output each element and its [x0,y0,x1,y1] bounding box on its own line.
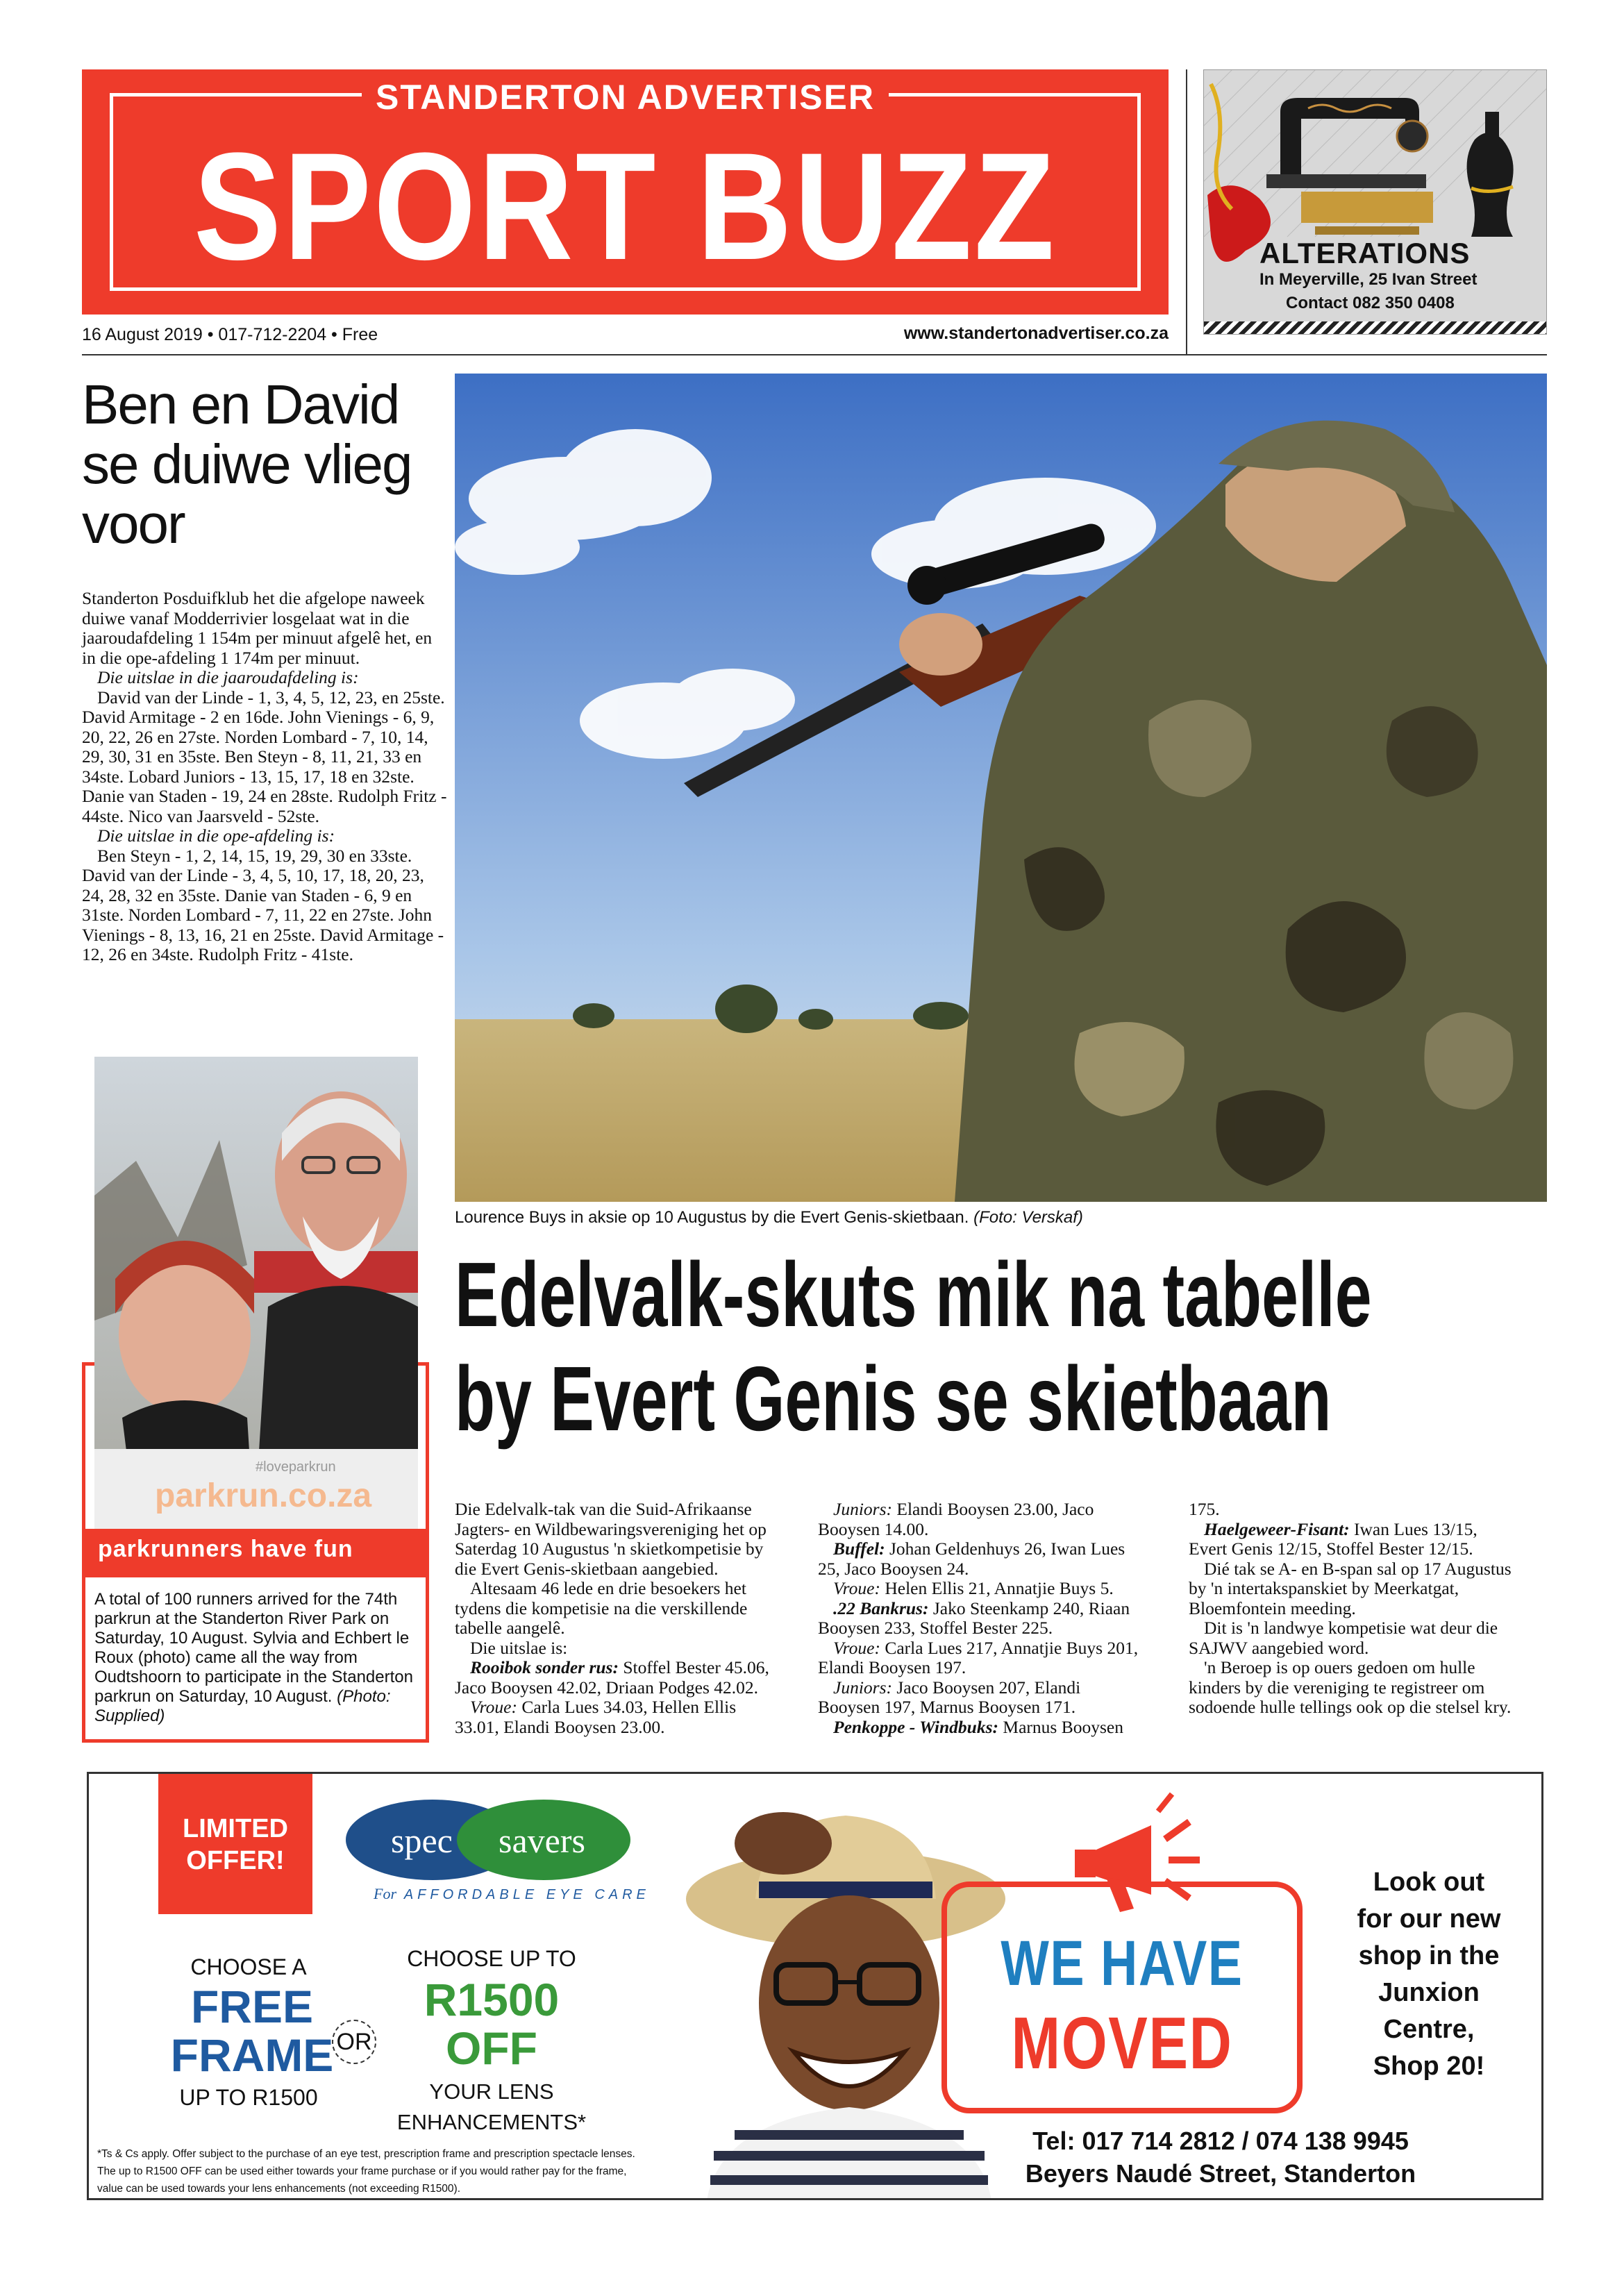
specsavers-logo [342,1798,634,1882]
header-rule [82,354,1547,355]
street-address: Beyers Naudé Street, Standerton [1025,2159,1416,2188]
logo-text-right: savers [499,1821,585,1860]
parkrun-caption: A total of 100 runners arrived for the 74th parkrun at the Standerton River Park on Saturday, 10 August. Sylvia and Echbert le Roux (photo) came all the way from Oudtshoorn to participate in the Standerton parkrun on Saturday, 10 August. (Photo: Supplied) [94,1590,413,1725]
up-to-text: UP TO R1500 [179,2085,318,2110]
parkrun-hashtag: #loveparkrun [256,1459,336,1475]
or-divider: OR [332,2020,376,2064]
alterations-title: ALTERATIONS [1259,237,1471,269]
shooting-article-column-1: Die Edelvalk-tak van die Suid-Afrikaanse Jagters- en Wildbewaringsvereniging het op Saterdag 10 Augustus 'n skietkompetisie by die Evert Genis-skietbaan aangebied. Altesaam 46 lede en drie besoekers het tydens die kompetisie na die verskillende tabelle aangelê. Die uitslae is: Rooibok sonder rus: Stoffel Bester 45.06, Jaco Booysen 42.02, Driaan Podges 42.02. Vroue: Carla Lues 34.03, Hellen Ellis 33.01, Elandi Booysen 23.00. [455,1499,769,1737]
publication-name: STANDERTON ADVERTISER [113,102,1137,142]
we-have-moved-box [941,1882,1303,2113]
parkrun-logo: parkrun.co.za [155,1477,372,1514]
header-divider [1186,69,1187,354]
pigeon-results-open: Ben Steyn - 1, 2, 14, 15, 19, 29, 30 en 33ste. David van der Linde - 3, 4, 5, 10, 17, 18, 20, 23, 24, 28, 32 en 35ste. Danie van Staden - 6, 9 en 31ste. Norden Lombard - 7, 11, 22 en 27ste. John Vienings - 8, 13, 16, 21 en 25ste. David Armitage - 12, 26 en 34ste. Rudolph Fritz - 41ste. [82,845,444,964]
specsavers-ad[interactable] [87,1772,1543,2200]
main-photo-caption: Lourence Buys in aksie op 10 Augustus by die Evert Genis-skietbaan. (Foto: Verskaf) [455,1208,1083,1227]
parkrun-photo-credit: (Photo: Supplied) [94,1687,391,1725]
terms-and-conditions: *Ts & Cs apply. Offer subject to the purchase of an eye test, prescription frame and prescription spectacle lenses. The up to R1500 OFF can be used either towards your frame purchase or if you would rather pay for the frame, value can be used towards your lens enhancements (not exceeding R1500). [97,2148,635,2195]
pigeon-article-headline: Ben en David se duiwe vlieg voor [82,374,412,555]
shooting-article-headline: Edelvalk-skuts mik na tabelle by Evert Genis se skietbaan [455,1243,1372,1450]
shooting-article-column-2: Juniors: Elandi Booysen 23.00, Jaco Booysen 14.00. Buffel: Johan Geldenhuys 26, Iwan Lues 25, Jaco Booysen 24. Vroue: Helen Ellis 21, Annatjie Buys 5. .22 Bankrus: Jako Steenkamp 240, Riaan Booysen 233, Stoffel Bester 225. Vroue: Carla Lues 217, Annatjie Buys 201, Elandi Booysen 197. Juniors: Jaco Booysen 207, Elandi Booysen 197, Marnus Booysen 171. Penkoppe - Windbuks: Marnus Booysen [818,1499,1139,1737]
logo-text-left: spec [391,1821,453,1860]
website-link[interactable]: www.standertonadvertiser.co.za [903,324,1169,343]
pigeon-subhead-yearling: Die uitslae in die jaaroudafdeling is: [97,667,359,687]
choose-up-to-text: CHOOSE UP TO [407,1946,576,1971]
shooting-article-column-3: 175. Haelgeweer-Fisant: Iwan Lues 13/15, Evert Genis 12/15, Stoffel Bester 12/15. Dié tak se A- en B-span sal op 17 Augustus by 'n intertakspanskiet by Meerkatgat, Bloemfontein meeding. Dit is 'n landwye kompetisie wat deur die SAJWV aangebied word. 'n Beroep is op ouers gedoen om hulle kinders by die vereniging te registreer om sodoende hulle tellings ook op die stelsel kry. [1189,1499,1512,1717]
choose-a-text: CHOOSE A [190,1954,307,1979]
alterations-contact: Contact 082 350 0408 [1286,294,1455,312]
pigeon-intro: Standerton Posduifklub het die afgelope naweek duiwe vanaf Modderrivier losgelaat wat in die jaaroudafdeling 1 154m per minuut afgelê het, en in die ope-afdeling 1 174m per minuut. [82,588,433,668]
main-photo [455,374,1547,1202]
masthead-title: SPORT BUZZ [193,121,1057,292]
alterations-ad[interactable] [1203,69,1547,335]
pigeon-results-yearling: David van der Linde - 1, 3, 4, 5, 12, 23, en 25ste. David Armitage - 2 en 16de. John Vienings - 6, 9, 20, 22, 26 en 27ste. Norden Lombard - 7, 10, 14, 29, 30, 31 en 35ste. Ben Steyn - 8, 11, 21, 33 en 34ste. Lobard Juniors - 13, 15, 17, 18 en 32ste. Danie van Staden - 19, 24 en 28ste. Rudolph Fritz - 44ste. Nico van Jaarsveld - 52ste. [82,687,447,826]
free-frame-offer: FREE FRAME [170,1981,334,2081]
telephone-numbers: Tel: 017 714 2812 / 074 138 9945 [1032,2127,1409,2155]
specsavers-tagline: For AFFORDABLE EYE CARE [374,1885,650,1902]
new-shop-notice: Look out for our new shop in the Junxion Centre, Shop 20! [1357,1868,1501,2081]
issue-line: 16 August 2019 • 017-712-2204 • Free [82,325,378,344]
limited-offer-badge: LIMITED OFFER! [158,1774,312,1914]
zigzag-border [1204,321,1546,334]
masthead [82,69,1169,315]
r1500-off-offer: R1500 OFF [424,1974,560,2074]
pigeon-article-body [82,589,450,965]
parkrun-label: parkrunners have fun [98,1536,353,1562]
main-photo-credit: (Foto: Verskaf) [973,1208,1083,1227]
parkrun-label-bar [85,1529,426,1577]
moved-text: MOVED [1011,2002,1233,2084]
alterations-address: In Meyerville, 25 Ivan Street [1259,270,1477,289]
pigeon-subhead-open: Die uitslae in die ope-afdeling is: [97,826,335,846]
parkrun-box [82,1057,429,1743]
we-have-text: WE HAVE [1001,1928,1244,1999]
lens-enhancements-text: YOUR LENS ENHANCEMENTS* [396,2079,587,2134]
